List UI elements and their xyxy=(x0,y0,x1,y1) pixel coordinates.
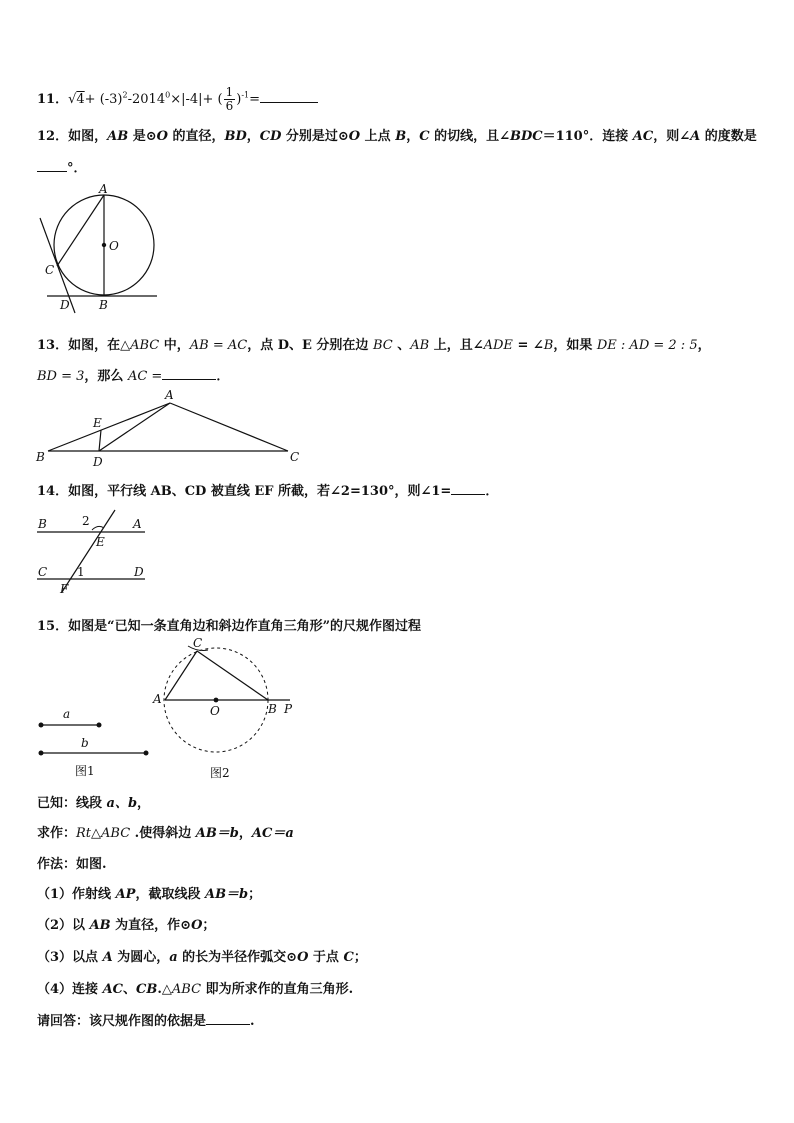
q12-label-a: A xyxy=(99,182,108,196)
q15-title: 15．如图是“已知一条直角边和斜边作直角三角形”的尺规作图过程 xyxy=(37,619,422,634)
q13-line1: 13．如图，在△ABC 中，AB = AC，点 D、E 分别在边 BC 、AB 上，且∠ADE = ∠B，如果 DE : AD = 2 : 5， xyxy=(37,338,711,353)
q14-label-c: C xyxy=(38,565,48,579)
q15-label-b: B xyxy=(268,702,277,716)
q13-label-a: A xyxy=(165,388,174,402)
q13-line2: BD = 3，那么 AC = ． xyxy=(37,369,230,384)
q12-label-c: C xyxy=(45,263,55,277)
q14-label-f: F xyxy=(60,582,69,596)
q15-step1: （1）作射线 AP，截取线段 AB＝b； xyxy=(37,887,262,902)
q14-label-d: D xyxy=(134,565,144,579)
q13-answer-blank[interactable] xyxy=(162,367,216,380)
q14-label-2: 2 xyxy=(82,514,90,528)
q14-label-a: A xyxy=(133,517,142,531)
q13-side-ac xyxy=(170,403,288,451)
q15-segment-b-end2 xyxy=(144,751,149,756)
q13-label-d: D xyxy=(93,455,103,469)
q12-label-b: B xyxy=(99,298,108,312)
q11-expression: $√4+ (-3)^2-2014^0\times|-4|+$ ( $\frac{1}{6}$ )$^{-1}$= xyxy=(68,85,261,113)
q15-step4: （4）连接 AC、CB.△ABC 即为所求作的直角三角形. xyxy=(37,982,354,997)
q15-fig2-caption: 图2 xyxy=(210,766,230,780)
q12-chord-ac xyxy=(57,195,104,266)
q11-fraction: $\frac{1}{6}$ xyxy=(225,85,234,113)
q12-line2: °． xyxy=(37,157,87,176)
q15-answer: 请回答：该尺规作图的依据是 . xyxy=(37,1014,255,1029)
q12-label-d: D xyxy=(60,298,70,312)
q15-label-a: a xyxy=(63,707,71,721)
q15-known: 已知：线段 a、b， xyxy=(37,796,151,811)
q14-line: 14．如图，平行线 AB、CD 被直线 EF 所截，若∠2=130°，则∠1= ． xyxy=(37,484,499,499)
q13-label-e: E xyxy=(93,416,102,430)
q15-label-c: C xyxy=(193,636,203,650)
q13-label-c: C xyxy=(290,450,300,464)
q15-label-p: P xyxy=(284,702,293,716)
q12-line1: 12．如图，AB 是⊙O 的直径，BD，CD 分别是过⊙O 上点 B，C 的切线，且∠BDC＝110°．连接 AC，则∠A 的度数是 xyxy=(37,129,757,144)
q14-label-b: B xyxy=(38,517,47,531)
q15-side-cb xyxy=(197,651,268,700)
q14-label-1: 1 xyxy=(77,565,85,579)
q13-segment-de xyxy=(99,430,101,451)
q15-label-a: A xyxy=(153,692,162,706)
q12-center-dot xyxy=(102,243,106,247)
q14-label-e: E xyxy=(96,535,105,549)
q15-label-b: b xyxy=(81,736,89,750)
q15-label-o: O xyxy=(210,704,220,718)
q15-method: 作法：如图. xyxy=(37,857,107,872)
q15-segment-b-end1 xyxy=(39,751,44,756)
q14-answer-blank[interactable] xyxy=(451,482,485,495)
q15-find: 求作：Rt△ABC .使得斜边 AB＝b，AC＝a xyxy=(37,826,294,841)
q11-number: 11． xyxy=(37,92,69,107)
q12-label-o: O xyxy=(109,239,119,253)
q15-segment-a-end1 xyxy=(39,723,44,728)
q15-fig1-caption: 图1 xyxy=(75,764,95,778)
q15-segment-a-end2 xyxy=(97,723,102,728)
q15-answer-blank[interactable] xyxy=(206,1012,250,1025)
q15-step3: （3）以点 A 为圆心，a 的长为半径作弧交⊙O 于点 C； xyxy=(37,950,367,965)
q13-label-b: B xyxy=(36,450,45,464)
q15-step2: （2）以 AB 为直径，作⊙O； xyxy=(37,918,216,933)
q15-center-dot xyxy=(214,698,219,703)
